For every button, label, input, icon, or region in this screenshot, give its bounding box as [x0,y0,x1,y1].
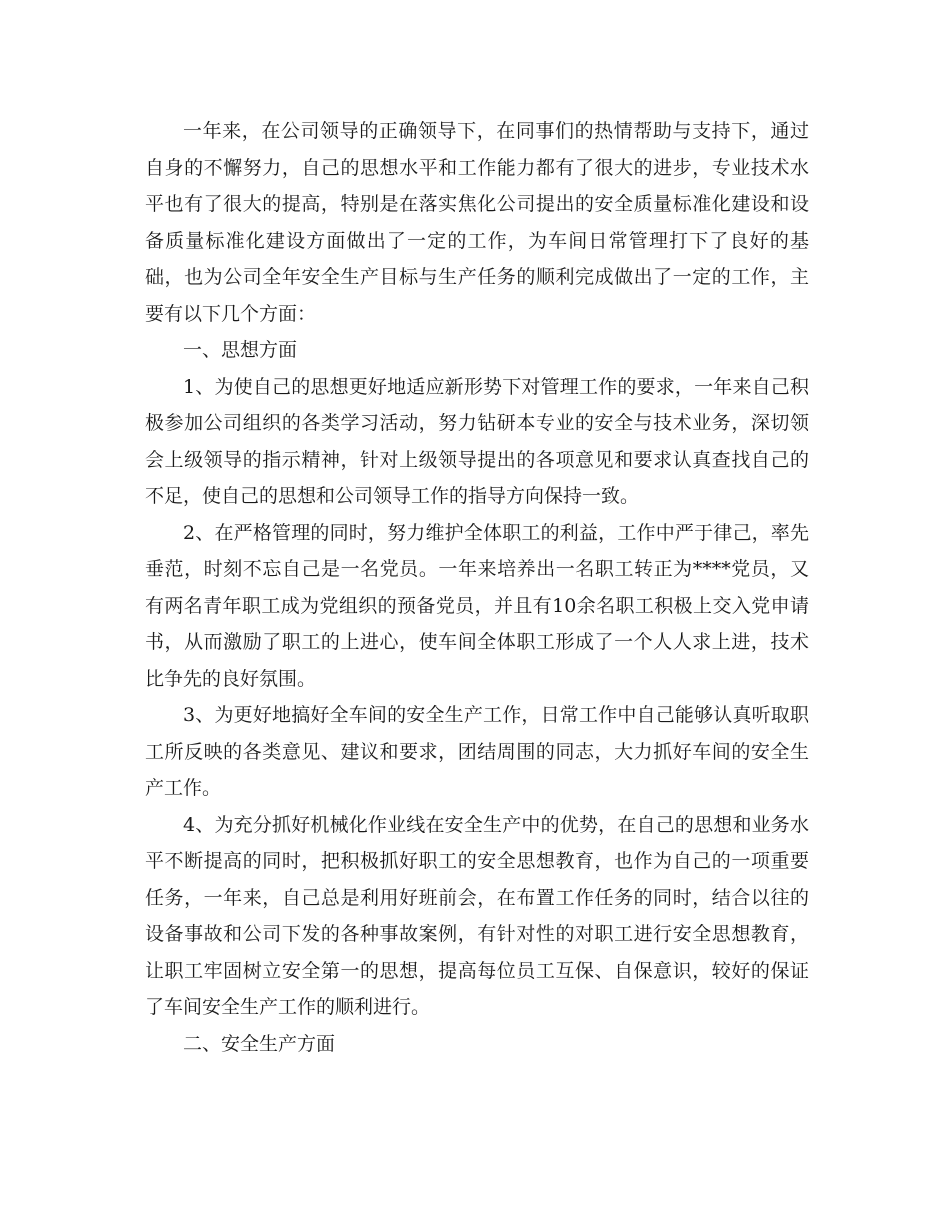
document-page [145,113,809,1062]
section-heading-thought: 一、思想方面 [183,339,298,361]
thought-paragraph-3: 3、为更好地搞好全车间的安全生产工作，日常工作中自己能够认真听取职工所反映的各类意见、建议和要求，团结周围的同志，大力抓好车间的安全生产工作。 [145,704,809,799]
thought-paragraph-1: 1、为使自己的思想更好地适应新形势下对管理工作的要求，一年来自己积极参加公司组织的各类学习活动，努力钻研本专业的安全与技术业务，深切领会上级领导的指示精神，针对上级领导提出的各项意见和要求认真查找自己的不足，使自己的思想和公司领导工作的指导方向保持一致。 [145,375,809,507]
thought-paragraph-2: 2、在严格管理的同时，努力维护全体职工的利益，工作中严于律己，率先垂范，时刻不忘自己是一名党员。一年来培养出一名职工转正为****党员，又有两名青年职工成为党组织的预备党员，并且有10余名职工积极上交入党申请书，从而激励了职工的上进心，使车间全体职工形成了一个人人求上进，技术比争先的良好氛围。 [145,521,809,690]
section-heading-safety: 二、安全生产方面 [183,1032,336,1055]
intro-paragraph: 一年来，在公司领导的正确领导下，在同事们的热情帮助与支持下，通过自身的不懈努力，自己的思想水平和工作能力都有了很大的进步，专业技术水平也有了很大的提高，特别是在落实焦化公司提出的安全质量标准化建设和设备质量标准化建设方面做出了一定的工作，为车间日常管理打下了良好的基础，也为公司全年安全生产目标与生产任务的顺利完成做出了一定的工作，主要有以下几个方面： [145,120,809,325]
thought-paragraph-4: 4、为充分抓好机械化作业线在安全生产中的优势，在自己的思想和业务水平不断提高的同时，把积极抓好职工的安全思想教育，也作为自己的一项重要任务，一年来，自己总是利用好班前会，在布置工作任务的同时，结合以往的设备事故和公司下发的各种事故案例，有针对性的对职工进行安全思想教育，让职工牢固树立安全第一的思想，提高每位员工互保、自保意识，较好的保证了车间安全生产工作的顺利进行。 [145,813,809,1018]
